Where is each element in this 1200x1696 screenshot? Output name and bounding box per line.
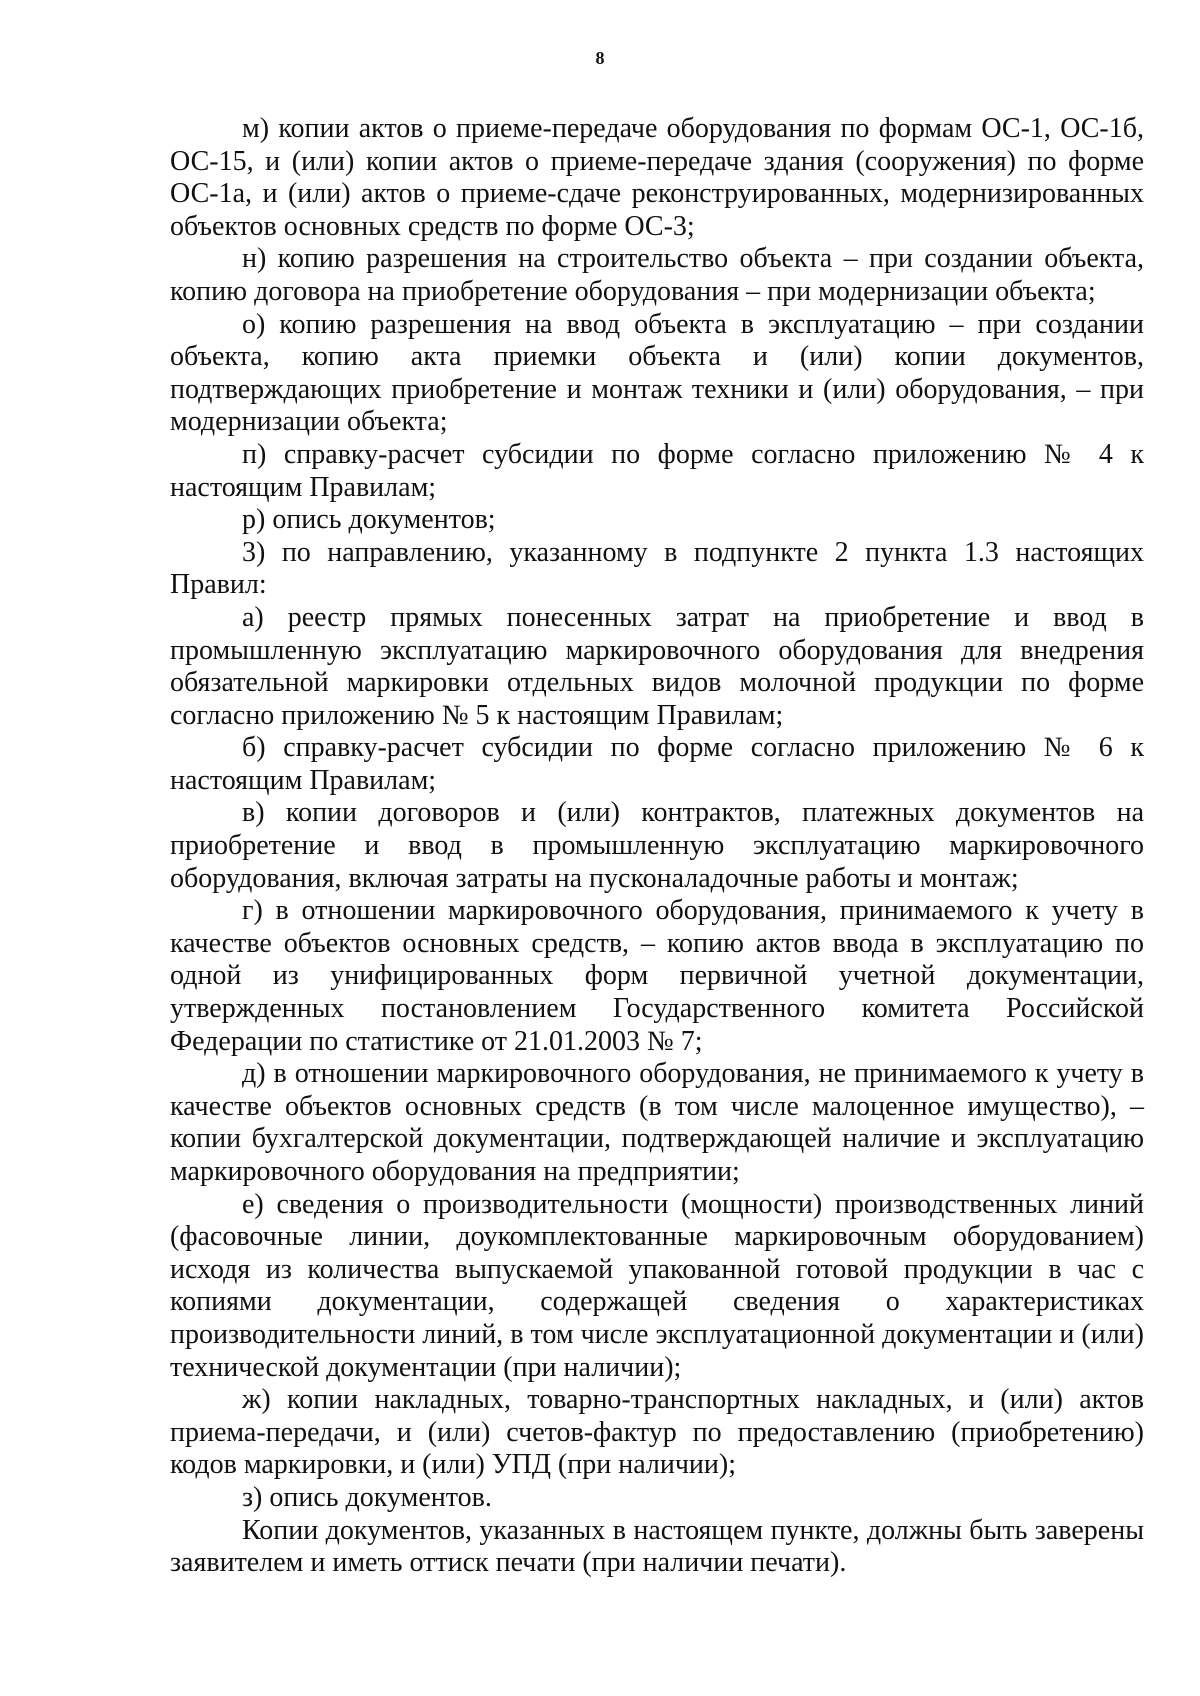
paragraph-o: о) копию разрешения на ввод объекта в эксплуатацию – при создании объекта, копию акта приемки объекта и (или) копии документов, подтверждающих приобретение и монтаж техники и (или) оборудования, – при модернизации объекта;	[170, 308, 1144, 438]
paragraph-n: н) копию разрешения на строительство объекта – при создании объекта, копию договора на приобретение оборудования – при модернизации объекта;	[170, 243, 1144, 307]
paragraph-a: а) реестр прямых понесенных затрат на приобретение и ввод в промышленную эксплуатацию маркировочного оборудования для внедрения обязательной маркировки отдельных видов молочной продукции по форме согласно приложению № 5 к настоящим Правилам;	[170, 601, 1144, 731]
document-body	[170, 113, 1144, 1580]
paragraph-p: п) справку-расчет субсидии по форме согласно приложению № 4 к настоящим Правилам;	[170, 438, 1144, 503]
page-number: 8	[595, 48, 605, 68]
paragraph-v: в) копии договоров и (или) контрактов, платежных документов на приобретение и ввод в промышленную эксплуатацию маркировочного оборудования, включая затраты на пусконаладочные работы и монтаж;	[170, 797, 1144, 894]
paragraph-r: р) опись документов;	[242, 504, 496, 536]
paragraph-d: д) в отношении маркировочного оборудования, не принимаемого к учету в качестве объектов основных средств (в том числе малоценное имущество), – копии бухгалтерской документации, подтверждающей наличие и эксплуатацию маркировочного оборудования на предприятии;	[170, 1058, 1144, 1187]
paragraph-closing: Копии документов, указанных в настоящем пункте, должны быть заверены заявителем и иметь оттиск печати (при наличии печати).	[170, 1514, 1144, 1579]
paragraph-m: м) копии актов о приеме-передаче оборудования по формам ОС-1, ОС-1б, ОС-15, и (или) копии актов о приеме-передаче здания (сооружения) по форме ОС-1а, и (или) актов о приеме-сдаче реконструированных, модернизированных объектов основных средств по форме ОС-3;	[170, 113, 1144, 242]
paragraph-3: 3) по направлению, указанному в подпункте 2 пункта 1.3 настоящих Правил:	[170, 536, 1144, 601]
paragraph-e: е) сведения о производительности (мощности) производственных линий (фасовочные линии, доукомплектованные маркировочным оборудованием) исходя из количества выпускаемой упакованной готовой продукции в час с копиями документации, содержащей сведения о характеристиках производительности линий, в том числе эксплуатационной документации и (или) технической документации (при наличии);	[170, 1188, 1144, 1383]
paragraph-z: з) опись документов.	[242, 1481, 492, 1513]
paragraph-zh: ж) копии накладных, товарно-транспортных накладных, и (или) актов приема-передачи, и (или) счетов-фактур по предоставлению (приобретению) кодов маркировки, и (или) УПД (при наличии);	[170, 1384, 1144, 1481]
paragraph-b: б) справку-расчет субсидии по форме согласно приложению № 6 к настоящим Правилам;	[170, 732, 1144, 796]
paragraph-g: г) в отношении маркировочного оборудования, принимаемого к учету в качестве объектов основных средств, – копию актов ввода в эксплуатацию по одной из унифицированных форм первичной учетной документации, утвержденных постановлением Государственного комитета Российской Федерации по статистике от 21.01.2003 № 7;	[170, 895, 1144, 1057]
